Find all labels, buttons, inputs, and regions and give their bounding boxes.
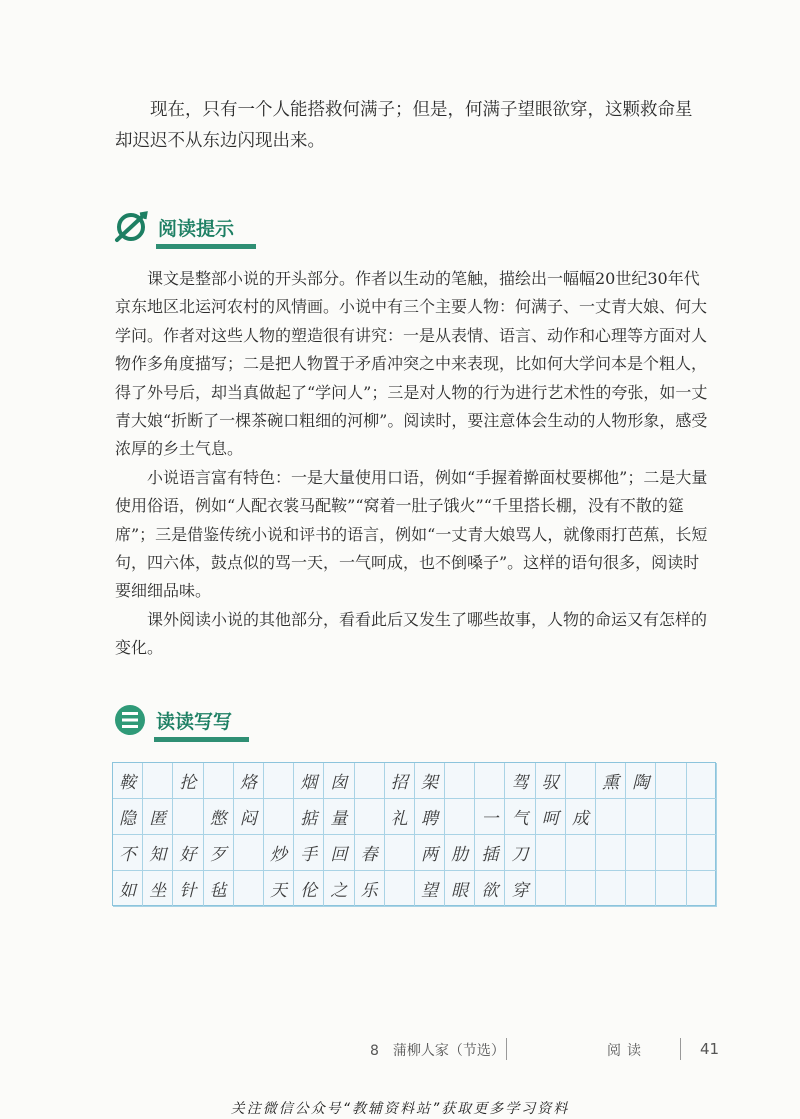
grid-cell: 陶 xyxy=(626,763,656,799)
watermark-text: 关注微信公众号“教辅资料站”获取更多学习资料 xyxy=(230,1101,570,1117)
grid-cell: 掂 xyxy=(294,799,324,835)
grid-cell xyxy=(626,871,656,907)
grid-cell: 肋 xyxy=(445,835,475,871)
grid-cell xyxy=(355,799,385,835)
footer-section: 阅读 xyxy=(607,1043,647,1059)
grid-cell xyxy=(566,835,596,871)
grid-cell xyxy=(656,871,686,907)
read-write-heading xyxy=(112,702,232,742)
grid-cell: 回 xyxy=(324,835,354,871)
read-write-icon xyxy=(112,702,148,742)
footer-divider xyxy=(506,1038,507,1060)
grid-cell: 两 xyxy=(415,835,445,871)
grid-cell: 炒 xyxy=(264,835,294,871)
grid-cell: 烟 xyxy=(294,763,324,799)
grid-cell: 春 xyxy=(355,835,385,871)
reading-tips-paragraph: 课文是整部小说的开头部分。作者以生动的笔触，描绘出一幅幅20世纪30年代京东地区北运河农村的风情画。小说中有三个主要人物：何满子、一丈青大娘、何大学问。作者对这些人物的塑造很有讲究：一是从表情、语言、动作和心理等方面对人物作多角度描写；二是把人物置于矛盾冲突之中来表现，比如何大学问本是个粗人，得了外号后，却当真做起了“学问人”；三是对人物的行为进行艺术性的夸张，如一丈青大娘“折断了一棵茶碗口粗细的河柳”。阅读时，要注意体会生动的人物形象，感受浓厚的乡土气息。 xyxy=(115,269,708,459)
footer-divider xyxy=(680,1038,681,1060)
grid-cell: 穿 xyxy=(505,871,535,907)
grid-cell: 天 xyxy=(264,871,294,907)
reading-tips-body xyxy=(115,265,715,663)
grid-cell: 知 xyxy=(143,835,173,871)
grid-cell xyxy=(143,763,173,799)
grid-cell xyxy=(596,799,626,835)
intro-paragraph: 现在，只有一个人能搭救何满子；但是，何满子望眼欲穿，这颗救命星却迟迟不从东边闪现出来。 xyxy=(115,100,693,151)
grid-cell xyxy=(445,763,475,799)
grid-cell: 之 xyxy=(324,871,354,907)
grid-cell: 一 xyxy=(475,799,505,835)
grid-cell xyxy=(687,835,717,871)
grid-cell xyxy=(596,835,626,871)
grid-cell xyxy=(355,763,385,799)
grid-cell xyxy=(626,835,656,871)
grid-cell: 熏 xyxy=(596,763,626,799)
grid-cell: 驾 xyxy=(505,763,535,799)
intro-text xyxy=(115,95,705,157)
grid-cell: 乐 xyxy=(355,871,385,907)
page-number: 41 xyxy=(700,1040,720,1058)
grid-cell: 呵 xyxy=(536,799,566,835)
vocabulary-grid xyxy=(112,762,716,906)
grid-cell: 插 xyxy=(475,835,505,871)
grid-cell: 礼 xyxy=(385,799,415,835)
grid-cell xyxy=(173,799,203,835)
grid-cell xyxy=(566,871,596,907)
grid-cell: 烙 xyxy=(234,763,264,799)
reading-tips-paragraph: 小说语言富有特色：一是大量使用口语，例如“手握着擀面杖要梆他”；二是大量使用俗语，例如“人配衣裳马配鞍”“窝着一肚子饿火”“千里搭长棚，没有不散的筵席”；三是借鉴传统小说和评书的语言，例如“一丈青大娘骂人，就像雨打芭蕉，长短句，四六体，鼓点似的骂一天，一气呵成，也不倒嗓子”。这样的语句很多，阅读时要细细品味。 xyxy=(115,467,708,601)
grid-cell: 眼 xyxy=(445,871,475,907)
grid-cell xyxy=(687,799,717,835)
grid-cell xyxy=(475,763,505,799)
reading-tips-title: 阅读提示 xyxy=(158,214,234,245)
grid-cell: 毡 xyxy=(204,871,234,907)
grid-cell: 架 xyxy=(415,763,445,799)
grid-cell: 招 xyxy=(385,763,415,799)
grid-cell xyxy=(536,835,566,871)
reading-tips-heading xyxy=(112,210,234,248)
grid-cell: 隐 xyxy=(113,799,143,835)
grid-cell xyxy=(596,871,626,907)
grid-cell xyxy=(204,763,234,799)
grid-cell xyxy=(656,835,686,871)
grid-row xyxy=(113,871,717,907)
grid-row xyxy=(113,799,717,835)
grid-cell xyxy=(264,799,294,835)
grid-cell: 针 xyxy=(173,871,203,907)
grid-cell: 欲 xyxy=(475,871,505,907)
grid-cell: 坐 xyxy=(143,871,173,907)
grid-cell xyxy=(264,763,294,799)
grid-cell: 气 xyxy=(505,799,535,835)
read-write-title: 读读写写 xyxy=(156,707,232,738)
grid-cell xyxy=(687,763,717,799)
grid-cell xyxy=(626,799,656,835)
grid-cell xyxy=(656,799,686,835)
grid-cell xyxy=(536,871,566,907)
grid-cell: 手 xyxy=(294,835,324,871)
grid-cell: 望 xyxy=(415,871,445,907)
grid-cell xyxy=(566,763,596,799)
grid-cell: 刀 xyxy=(505,835,535,871)
grid-cell: 好 xyxy=(173,835,203,871)
footer-chapter: 8 蒲柳人家（节选） xyxy=(370,1043,505,1059)
grid-cell: 量 xyxy=(324,799,354,835)
grid-cell xyxy=(687,871,717,907)
grid-cell xyxy=(234,835,264,871)
grid-cell: 囱 xyxy=(324,763,354,799)
reading-tips-icon xyxy=(112,210,150,248)
grid-cell xyxy=(234,871,264,907)
grid-cell xyxy=(385,835,415,871)
grid-cell: 成 xyxy=(566,799,596,835)
reading-tips-paragraph: 课外阅读小说的其他部分，看看此后又发生了哪些故事，人物的命运又有怎样的变化。 xyxy=(115,609,708,658)
grid-cell: 憋 xyxy=(204,799,234,835)
grid-cell: 歹 xyxy=(204,835,234,871)
grid-cell: 闷 xyxy=(234,799,264,835)
grid-cell: 聘 xyxy=(415,799,445,835)
grid-cell: 不 xyxy=(113,835,143,871)
grid-cell xyxy=(656,763,686,799)
grid-row xyxy=(113,835,717,871)
grid-cell xyxy=(385,871,415,907)
grid-cell xyxy=(445,799,475,835)
grid-cell: 抡 xyxy=(173,763,203,799)
grid-cell: 鞍 xyxy=(113,763,143,799)
grid-cell: 匿 xyxy=(143,799,173,835)
grid-cell: 如 xyxy=(113,871,143,907)
grid-cell: 驭 xyxy=(536,763,566,799)
grid-row xyxy=(113,763,717,799)
grid-cell: 伦 xyxy=(294,871,324,907)
